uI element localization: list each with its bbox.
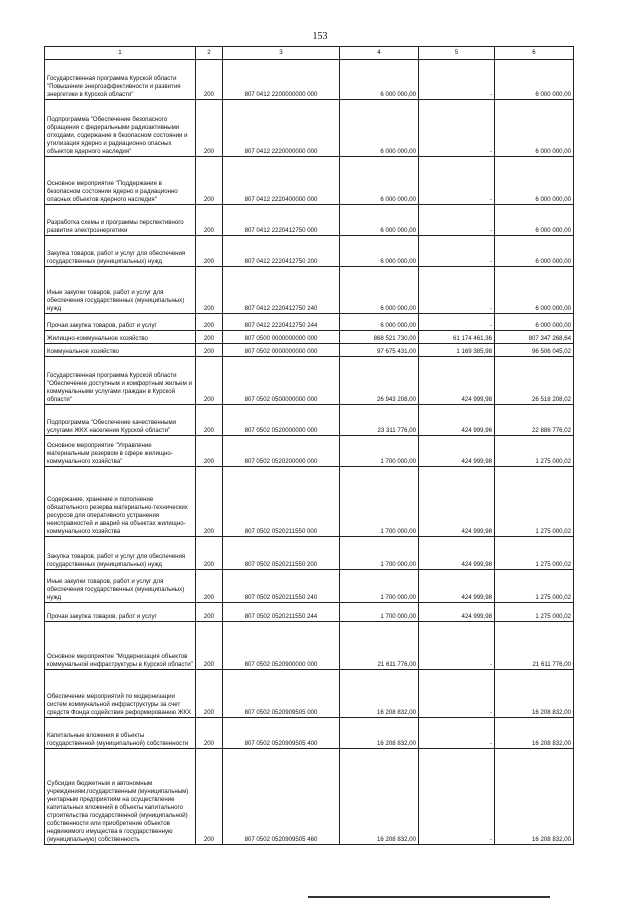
row-admin-code: 200 (196, 622, 223, 670)
table-row (45, 60, 574, 100)
row-description: Основное мероприятие "Модернизация объектов коммунальной инфраструктуры в Курской области" (45, 622, 196, 670)
row-admin-code: 200 (196, 205, 223, 236)
row-budget-code: 807 0500 0000000000 000 (223, 331, 340, 344)
row-amount-approved: 23 311 776,00 (340, 405, 419, 436)
row-admin-code: 200 (196, 670, 223, 718)
row-description: Прочая закупка товаров, работ и услуг (45, 314, 196, 331)
table-row (45, 670, 574, 718)
row-amount-approved: 16 208 832,00 (340, 670, 419, 718)
row-amount-remaining: 1 275 000,02 (495, 436, 574, 467)
row-amount-executed: - (419, 749, 495, 845)
row-budget-code: 807 0502 0520000000 000 (223, 405, 340, 436)
page-number: 153 (312, 31, 328, 42)
row-amount-approved: 1 700 000,00 (340, 537, 419, 570)
row-amount-approved: 6 000 000,00 (340, 205, 419, 236)
row-amount-approved: 6 000 000,00 (340, 314, 419, 331)
row-description: Основное мероприятие "Управление материальным резервом в сфере жилищно-коммунального хозяйства" (45, 436, 196, 467)
row-amount-remaining: 22 886 776,02 (495, 405, 574, 436)
row-amount-approved: 6 000 000,00 (340, 157, 419, 205)
row-budget-code: 807 0412 2200000000 000 (223, 60, 340, 100)
table-row (45, 157, 574, 205)
row-amount-executed: - (419, 267, 495, 314)
row-amount-approved: 97 675 431,00 (340, 344, 419, 357)
row-amount-approved: 6 000 000,00 (340, 236, 419, 267)
row-budget-code: 807 0502 0520211550 240 (223, 570, 340, 603)
row-budget-code: 807 0502 0520900000 000 (223, 622, 340, 670)
row-description: Подпрограмма "Обеспечение безопасного обращения с федеральными радиоактивными отходами, содержание в безопасном состоянии и утилизация ядерно и радиационно опасных объектов ядерного наследия" (45, 100, 196, 157)
row-description: Обеспечение мероприятий по модернизации систем коммунальной инфраструктуры за счет средств Фонда содействия реформированию ЖКХ (45, 670, 196, 718)
table-row (45, 331, 574, 344)
row-amount-approved: 16 208 832,00 (340, 749, 419, 845)
row-amount-executed: - (419, 314, 495, 331)
row-amount-approved: 1 700 000,00 (340, 570, 419, 603)
row-description: Субсидии бюджетным и автономным учреждениям,государственным (муниципальным) унитарным предприятиям на осуществление капитальных вложений в объекты капитального строительства государственной (муниципальной) собственности или приобретение объектов недвижимого имущества в государственную (муниципальную) собственность (45, 749, 196, 845)
row-admin-code: 200 (196, 749, 223, 845)
table-row (45, 405, 574, 436)
row-admin-code: 200 (196, 405, 223, 436)
table-row (45, 357, 574, 405)
row-amount-executed: - (419, 205, 495, 236)
row-budget-code: 807 0502 0500000000 000 (223, 357, 340, 405)
table-row (45, 100, 574, 157)
row-amount-approved: 16 208 832,00 (340, 718, 419, 749)
row-admin-code: 200 (196, 267, 223, 314)
row-admin-code: 200 (196, 314, 223, 331)
row-budget-code: 807 0502 0520211550 000 (223, 467, 340, 537)
row-budget-code: 807 0502 0000000000 000 (223, 344, 340, 357)
row-admin-code: 200 (196, 344, 223, 357)
table-row (45, 467, 574, 537)
row-budget-code: 807 0502 0520211550 244 (223, 603, 340, 622)
row-admin-code: 200 (196, 467, 223, 537)
col-header-1: 1 (45, 47, 196, 60)
row-amount-remaining: 16 208 832,00 (495, 670, 574, 718)
row-admin-code: 200 (196, 603, 223, 622)
row-description: Закупка товаров, работ и услуг для обеспечения государственных (муниципальных) нужд (45, 537, 196, 570)
row-amount-executed: - (419, 622, 495, 670)
row-amount-executed: - (419, 100, 495, 157)
row-description: Основное мероприятие "Поддержание в безопасном состоянии ядерно и радиационно опасных объектов ядерного наследия" (45, 157, 196, 205)
row-amount-executed: 424 999,98 (419, 603, 495, 622)
row-amount-executed: 424 999,96 (419, 405, 495, 436)
row-budget-code: 807 0412 2220412750 000 (223, 205, 340, 236)
row-amount-remaining: 6 000 000,00 (495, 157, 574, 205)
row-admin-code: 200 (196, 570, 223, 603)
row-admin-code: 200 (196, 60, 223, 100)
table-header-row (45, 47, 574, 60)
row-amount-remaining: 96 506 045,02 (495, 344, 574, 357)
budget-table (44, 46, 574, 845)
row-amount-remaining: 6 000 000,00 (495, 100, 574, 157)
row-amount-approved: 26 943 208,00 (340, 357, 419, 405)
col-header-5: 5 (419, 47, 495, 60)
row-budget-code: 807 0412 2220412750 240 (223, 267, 340, 314)
row-admin-code: 200 (196, 157, 223, 205)
row-admin-code: 200 (196, 357, 223, 405)
row-description: Коммунальное хозяйство (45, 344, 196, 357)
footer-line (308, 896, 550, 898)
row-description: Разработка схемы и программы перспективного развития электроэнергетики (45, 205, 196, 236)
row-amount-approved: 1 700 000,00 (340, 467, 419, 537)
row-amount-executed: - (419, 718, 495, 749)
row-admin-code: 200 (196, 436, 223, 467)
row-amount-remaining: 26 518 208,02 (495, 357, 574, 405)
table-row (45, 537, 574, 570)
col-header-2: 2 (196, 47, 223, 60)
row-amount-remaining: 1 275 000,02 (495, 537, 574, 570)
col-header-6: 6 (495, 47, 574, 60)
row-amount-remaining: 6 000 000,00 (495, 267, 574, 314)
table-row (45, 570, 574, 603)
table-row (45, 622, 574, 670)
row-amount-executed: - (419, 157, 495, 205)
row-amount-executed: 424 999,98 (419, 570, 495, 603)
row-budget-code: 807 0502 0520909505 000 (223, 670, 340, 718)
row-amount-executed: 1 169 385,98 (419, 344, 495, 357)
table-row (45, 314, 574, 331)
row-amount-approved: 868 521 730,00 (340, 331, 419, 344)
table-row (45, 267, 574, 314)
row-description: Государственная программа Курской области "Обеспечение доступным и комфортным жильем и коммунальными услугами граждан в Курской области" (45, 357, 196, 405)
row-amount-executed: 424 999,98 (419, 467, 495, 537)
row-amount-executed: - (419, 670, 495, 718)
row-description: Содержание, хранение и пополнение обязательного резерва материально-технических ресурсов для оперативного устранения неисправностей и аварий на объектах жилищно-коммунального хозяйства (45, 467, 196, 537)
table-row (45, 436, 574, 467)
row-amount-remaining: 1 275 000,02 (495, 570, 574, 603)
row-budget-code: 807 0502 0520909505 460 (223, 749, 340, 845)
table-row (45, 749, 574, 845)
table-row (45, 603, 574, 622)
row-budget-code: 807 0412 2220000000 000 (223, 100, 340, 157)
row-budget-code: 807 0502 0520909505 400 (223, 718, 340, 749)
row-budget-code: 807 0412 2220400000 000 (223, 157, 340, 205)
table-row (45, 718, 574, 749)
col-header-4: 4 (340, 47, 419, 60)
row-budget-code: 807 0412 2220412750 244 (223, 314, 340, 331)
row-description: Закупка товаров, работ и услуг для обеспечения государственных (муниципальных) нужд (45, 236, 196, 267)
row-admin-code: 200 (196, 718, 223, 749)
row-amount-remaining: 807 347 268,64 (495, 331, 574, 344)
row-description: Подпрограмма "Обеспечение качественными услугами ЖКХ населения Курской области" (45, 405, 196, 436)
row-amount-remaining: 1 275 000,02 (495, 467, 574, 537)
table-row (45, 344, 574, 357)
table-body (45, 60, 574, 845)
row-amount-executed: 424 999,98 (419, 537, 495, 570)
row-description: Иные закупки товаров, работ и услуг для обеспечения государственных (муниципальных) нужд (45, 267, 196, 314)
row-amount-remaining: 6 000 000,00 (495, 236, 574, 267)
row-amount-approved: 6 000 000,00 (340, 100, 419, 157)
row-budget-code: 807 0502 0520211550 200 (223, 537, 340, 570)
row-amount-approved: 6 000 000,00 (340, 60, 419, 100)
col-header-3: 3 (223, 47, 340, 60)
row-admin-code: 200 (196, 236, 223, 267)
row-admin-code: 200 (196, 537, 223, 570)
row-description: Капитальные вложения в объекты государственной (муниципальной) собственности (45, 718, 196, 749)
row-amount-remaining: 21 611 776,00 (495, 622, 574, 670)
row-amount-approved: 1 700 000,00 (340, 603, 419, 622)
row-amount-approved: 1 700 000,00 (340, 436, 419, 467)
row-description: Иные закупки товаров, работ и услуг для обеспечения государственных (муниципальных) нужд (45, 570, 196, 603)
row-description: Жилищно-коммунальное хозяйство (45, 331, 196, 344)
row-description: Прочая закупка товаров, работ и услуг (45, 603, 196, 622)
row-admin-code: 200 (196, 331, 223, 344)
row-amount-remaining: 6 000 000,00 (495, 205, 574, 236)
row-amount-approved: 21 611 776,00 (340, 622, 419, 670)
row-admin-code: 200 (196, 100, 223, 157)
row-amount-remaining: 1 275 000,02 (495, 603, 574, 622)
row-description: Государственная программа Курской области "Повышение энергоэффективности и развития энергетики в Курской области" (45, 60, 196, 100)
row-amount-executed: - (419, 60, 495, 100)
row-amount-executed: 424 999,98 (419, 436, 495, 467)
table-row (45, 205, 574, 236)
row-amount-executed: 424 999,98 (419, 357, 495, 405)
row-amount-remaining: 6 000 000,00 (495, 60, 574, 100)
row-amount-remaining: 16 208 832,00 (495, 749, 574, 845)
row-amount-remaining: 6 000 000,00 (495, 314, 574, 331)
row-amount-remaining: 16 208 832,00 (495, 718, 574, 749)
row-amount-executed: 61 174 461,36 (419, 331, 495, 344)
row-budget-code: 807 0412 2220412750 200 (223, 236, 340, 267)
table-row (45, 236, 574, 267)
row-amount-approved: 6 000 000,00 (340, 267, 419, 314)
row-budget-code: 807 0502 0520200000 000 (223, 436, 340, 467)
row-amount-executed: - (419, 236, 495, 267)
